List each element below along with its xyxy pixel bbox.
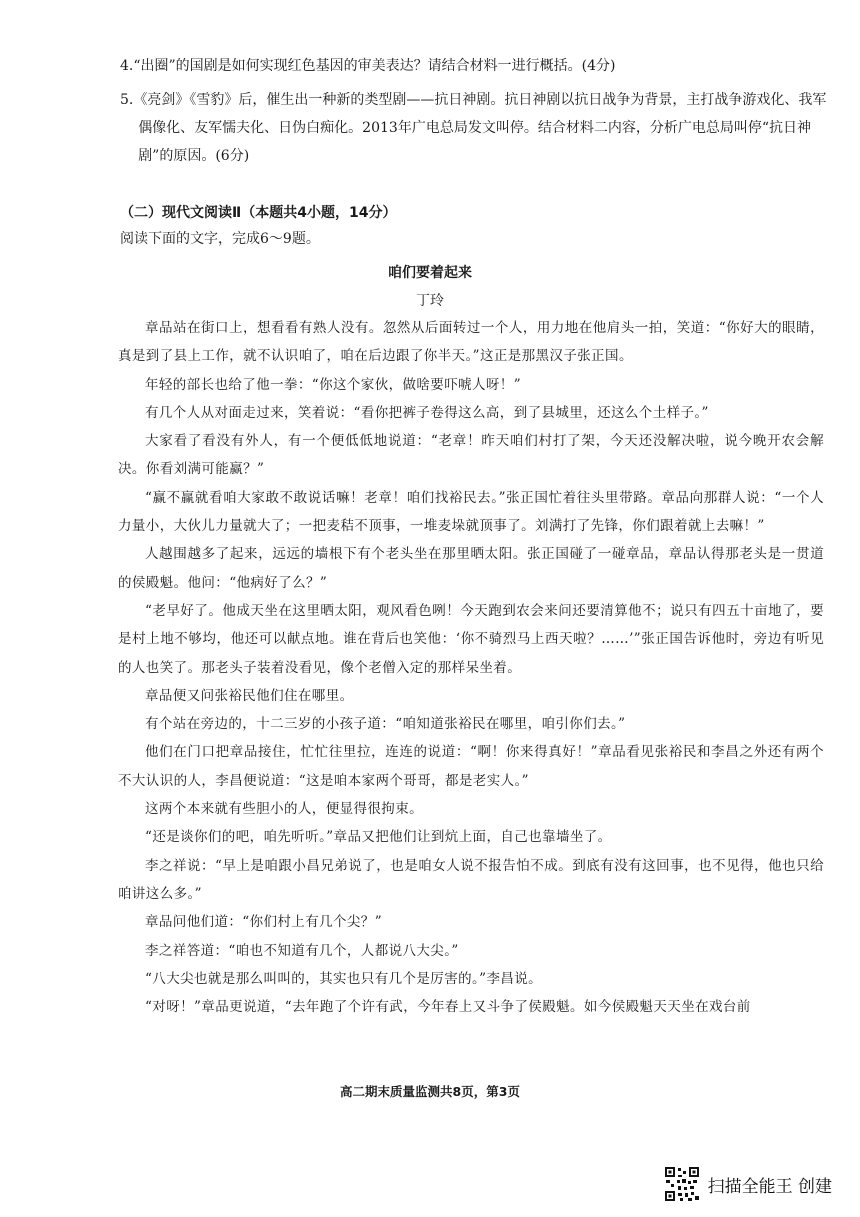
- paragraph: 章品便又问张裕民他们住在哪里。: [145, 687, 354, 704]
- watermark-text: 扫描全能王 创建: [707, 1176, 832, 1197]
- question-4: 4.“出圈”的国剧是如何实现红色基因的审美表达？请结合材料一进行概括。(4分): [120, 58, 616, 74]
- paragraph: “老早好了。他成天坐在这里晒太阳，观风看色咧！今天跑到农会来问还要清算他不；说只有四五十亩地了，要是村上地不够均，他还可以献点地。谁在背后也笑他：‘你不骑烈马上西天啦？……’”张正国告诉他时，旁边有听见的人也笑了。那老头子装着没看见，像个老僧入定的那样呆坐着。: [118, 602, 824, 676]
- paragraph: 李之祥答道：“咱也不知道有几个，人都说八大尖。”: [145, 942, 459, 959]
- paragraph: “对呀！”章品更说道，“去年跑了个许有武，今年春上又斗争了侯殿魁。如今侯殿魁天天坐在戏台前: [145, 999, 751, 1016]
- paragraph: “八大尖也就是那么叫叫的，其实也只有几个是厉害的。”李昌说。: [145, 970, 543, 987]
- article-body: [118, 314, 824, 1021]
- qr-code-icon: [664, 1166, 700, 1202]
- paragraph: 年轻的部长也给了他一拳：“你这个家伙，做啥要吓唬人呀！”: [145, 376, 522, 393]
- scanner-watermark: [664, 1166, 832, 1202]
- article-title: 咱们要着起来: [388, 265, 472, 281]
- question-5: 5.《亮剑》《雪豹》后，催生出一种新的类型剧——抗日神剧。抗日神剧以抗日战争为背景，主打战争游戏化、我军偶像化、友军懦夫化、日伪白痴化。2013年广电总局发文叫停。结合材料二内容，分析广电总局叫停“抗日神剧”的原因。(6分): [120, 92, 827, 164]
- page-footer: 高二期末质量监测共8页，第3页: [340, 1084, 520, 1099]
- paragraph: 人越围越多了起来，远远的墙根下有个老头坐在那里晒太阳。张正国碰了一碰章品，章品认得那老头是一贯道的侯殿魁。他问：“他病好了么？”: [118, 546, 824, 591]
- section-instruction: 阅读下面的文字，完成6～9题。: [120, 231, 320, 247]
- paragraph: “还是谈你们的吧，咱先听听。”章品又把他们让到炕上面，自己也靠墙坐了。: [145, 829, 612, 846]
- paragraph: 大家看了看没有外人，有一个便低低地说道：“老章！昨天咱们村打了架，今天还没解决啦，说今晚开农会解决。你看刘满可能赢？”: [118, 433, 824, 478]
- paragraph: 这两个本来就有些胆小的人，便显得很拘束。: [145, 801, 423, 818]
- paragraph: 有几个人从对面走过来，笑着说：“看你把裤子卷得这么高，到了县城里，还这么个土样子。”: [145, 404, 709, 421]
- section-heading: （二）现代文阅读Ⅱ（本题共4小题，14分）: [120, 205, 397, 221]
- paragraph: 有个站在旁边的，十二三岁的小孩子道：“咱知道张裕民在哪里，咱引你们去。”: [145, 716, 626, 733]
- article-author: 丁玲: [416, 293, 444, 309]
- paragraph: 李之祥说：“早上是咱跟小昌兄弟说了，也是咱女人说不报告怕不成。到底有没有这回事，也不见得，他也只给咱讲这么多。”: [118, 857, 824, 902]
- paragraph: 章品站在街口上，想看看有熟人没有。忽然从后面转过一个人，用力地在他肩头一拍，笑道：“你好大的眼睛，真是到了县上工作，就不认识咱了，咱在后边跟了你半天。”这正是那黑汉子张正国。: [118, 320, 824, 365]
- paragraph: 章品问他们道：“你们村上有几个尖？”: [145, 914, 383, 931]
- paragraph: “赢不赢就看咱大家敢不敢说话嘛！老章！咱们找裕民去。”张正国忙着往头里带路。章品向那群人说：“一个人力量小，大伙儿力量就大了；一把麦秸不顶事，一堆麦垛就顶事了。刘满打了先锋，你们跟着就上去嘛！”: [118, 489, 824, 535]
- paragraph: 他们在门口把章品接住，忙忙往里拉，连连的说道：“啊！你来得真好！”章品看见张裕民和李昌之外还有两个不大认识的人，李昌便说道：“这是咱本家两个哥哥，都是老实人。”: [118, 744, 824, 789]
